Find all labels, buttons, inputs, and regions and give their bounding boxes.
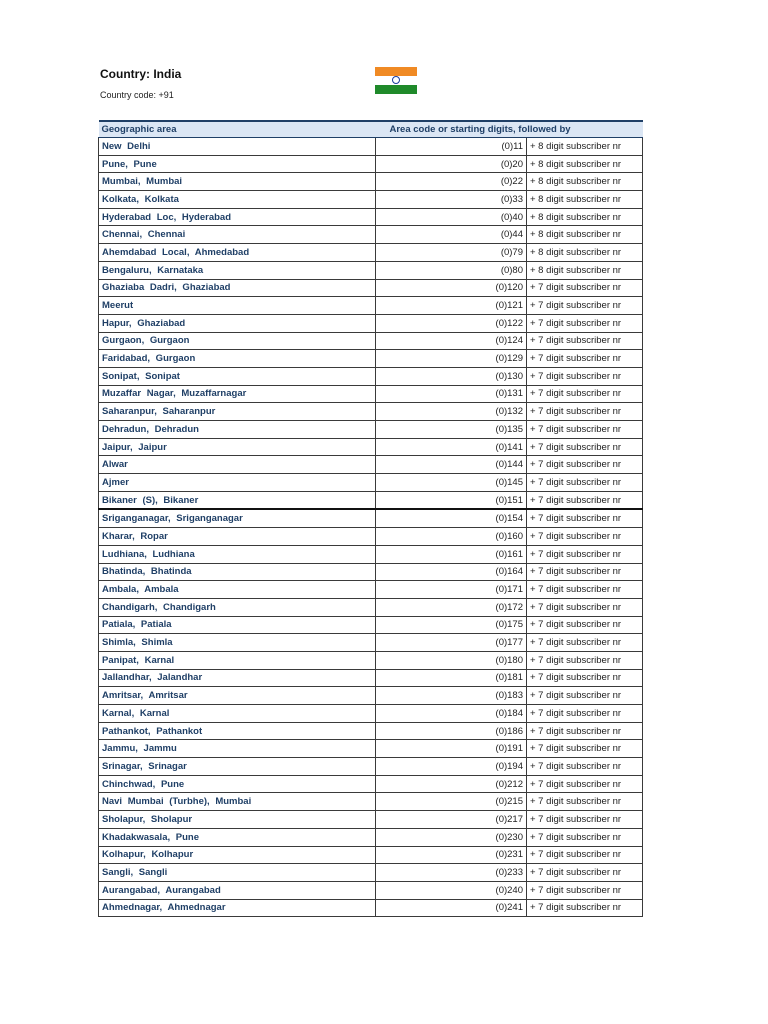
subscriber-digits-cell: + 7 digit subscriber nr: [527, 403, 643, 421]
subscriber-digits-cell: + 7 digit subscriber nr: [527, 634, 643, 652]
table-row: [99, 651, 643, 669]
subscriber-digits-cell: + 7 digit subscriber nr: [527, 740, 643, 758]
subscriber-digits-cell: + 7 digit subscriber nr: [527, 846, 643, 864]
subscriber-digits-cell: + 7 digit subscriber nr: [527, 881, 643, 899]
subscriber-digits-cell: + 7 digit subscriber nr: [527, 474, 643, 492]
table-row: [99, 669, 643, 687]
area-cell: Ahmednagar, Ahmednagar: [99, 899, 376, 917]
subscriber-digits-cell: + 8 digit subscriber nr: [527, 155, 643, 173]
subscriber-digits-cell: + 8 digit subscriber nr: [527, 173, 643, 191]
subscriber-digits-cell: + 7 digit subscriber nr: [527, 456, 643, 474]
area-cell: Jammu, Jammu: [99, 740, 376, 758]
table-row: [99, 261, 643, 279]
table-row: [99, 740, 643, 758]
area-cell: Chennai, Chennai: [99, 226, 376, 244]
area-cell: Pune, Pune: [99, 155, 376, 173]
table-row: [99, 279, 643, 297]
area-cell: Navi Mumbai (Turbhe), Mumbai: [99, 793, 376, 811]
table-row: [99, 687, 643, 705]
area-cell: Patiala, Patiala: [99, 616, 376, 634]
table-row: [99, 793, 643, 811]
subscriber-digits-cell: + 7 digit subscriber nr: [527, 528, 643, 546]
table-row: [99, 775, 643, 793]
subscriber-digits-cell: + 7 digit subscriber nr: [527, 775, 643, 793]
area-cell: Mumbai, Mumbai: [99, 173, 376, 191]
area-code-cell: (0)131: [376, 385, 527, 403]
area-cell: Gurgaon, Gurgaon: [99, 332, 376, 350]
area-code-cell: (0)121: [376, 297, 527, 315]
table-row: [99, 598, 643, 616]
area-code-cell: (0)40: [376, 208, 527, 226]
subscriber-digits-cell: + 7 digit subscriber nr: [527, 509, 643, 527]
subscriber-digits-cell: + 8 digit subscriber nr: [527, 191, 643, 209]
area-cell: Ahemdabad Local, Ahmedabad: [99, 244, 376, 262]
area-code-cell: (0)230: [376, 828, 527, 846]
area-cell: Bikaner (S), Bikaner: [99, 491, 376, 509]
area-code-cell: (0)132: [376, 403, 527, 421]
flag-green-band: [375, 85, 417, 94]
area-code-cell: (0)130: [376, 367, 527, 385]
subscriber-digits-cell: + 7 digit subscriber nr: [527, 581, 643, 599]
subscriber-digits-cell: + 7 digit subscriber nr: [527, 385, 643, 403]
area-cell: Kharar, Ropar: [99, 528, 376, 546]
area-code-cell: (0)79: [376, 244, 527, 262]
area-code-cell: (0)194: [376, 758, 527, 776]
area-cell: Jallandhar, Jalandhar: [99, 669, 376, 687]
subscriber-digits-cell: + 7 digit subscriber nr: [527, 793, 643, 811]
area-code-cell: (0)175: [376, 616, 527, 634]
table-row: [99, 421, 643, 439]
table-row: [99, 811, 643, 829]
area-cell: Ludhiana, Ludhiana: [99, 545, 376, 563]
subscriber-digits-cell: + 8 digit subscriber nr: [527, 208, 643, 226]
table-row: [99, 208, 643, 226]
subscriber-digits-cell: + 7 digit subscriber nr: [527, 828, 643, 846]
area-code-cell: (0)212: [376, 775, 527, 793]
table-row: [99, 367, 643, 385]
area-code-table: [98, 120, 643, 917]
area-code-cell: (0)181: [376, 669, 527, 687]
subscriber-digits-cell: + 8 digit subscriber nr: [527, 244, 643, 262]
area-code-cell: (0)33: [376, 191, 527, 209]
table-row: [99, 491, 643, 509]
area-code-cell: (0)172: [376, 598, 527, 616]
flag-white-band: [375, 76, 417, 85]
table-row: [99, 438, 643, 456]
table-row: [99, 545, 643, 563]
area-cell: Meerut: [99, 297, 376, 315]
subscriber-digits-cell: + 7 digit subscriber nr: [527, 598, 643, 616]
table-row: [99, 332, 643, 350]
area-cell: Ambala, Ambala: [99, 581, 376, 599]
table-row: [99, 350, 643, 368]
subscriber-digits-cell: + 7 digit subscriber nr: [527, 367, 643, 385]
area-code-cell: (0)151: [376, 491, 527, 509]
india-flag-icon: [375, 67, 417, 94]
subscriber-digits-cell: + 7 digit subscriber nr: [527, 297, 643, 315]
area-code-cell: (0)44: [376, 226, 527, 244]
subscriber-digits-cell: + 7 digit subscriber nr: [527, 687, 643, 705]
subscriber-digits-cell: + 7 digit subscriber nr: [527, 350, 643, 368]
table-row: [99, 191, 643, 209]
area-code-cell: (0)135: [376, 421, 527, 439]
table-row: [99, 509, 643, 527]
subscriber-digits-cell: + 7 digit subscriber nr: [527, 651, 643, 669]
subscriber-digits-cell: + 7 digit subscriber nr: [527, 563, 643, 581]
area-code-cell: (0)80: [376, 261, 527, 279]
subscriber-digits-cell: + 7 digit subscriber nr: [527, 438, 643, 456]
table-header-row: [99, 121, 643, 138]
subscriber-digits-cell: + 7 digit subscriber nr: [527, 722, 643, 740]
table-row: [99, 616, 643, 634]
area-cell: Muzaffar Nagar, Muzaffarnagar: [99, 385, 376, 403]
subscriber-digits-cell: + 7 digit subscriber nr: [527, 811, 643, 829]
area-cell: Aurangabad, Aurangabad: [99, 881, 376, 899]
area-code-cell: (0)160: [376, 528, 527, 546]
subscriber-digits-cell: + 7 digit subscriber nr: [527, 314, 643, 332]
area-code-cell: (0)171: [376, 581, 527, 599]
area-cell: Chandigarh, Chandigarh: [99, 598, 376, 616]
subscriber-digits-cell: + 7 digit subscriber nr: [527, 669, 643, 687]
subscriber-digits-cell: + 7 digit subscriber nr: [527, 899, 643, 917]
column-header-code: Area code or starting digits, followed by: [376, 121, 643, 138]
subscriber-digits-cell: + 7 digit subscriber nr: [527, 279, 643, 297]
area-cell: Sholapur, Sholapur: [99, 811, 376, 829]
area-code-cell: (0)180: [376, 651, 527, 669]
area-code-cell: (0)129: [376, 350, 527, 368]
area-cell: Hyderabad Loc, Hyderabad: [99, 208, 376, 226]
table-row: [99, 846, 643, 864]
area-cell: Ajmer: [99, 474, 376, 492]
area-code-cell: (0)217: [376, 811, 527, 829]
table-row: [99, 226, 643, 244]
table-row: [99, 864, 643, 882]
area-cell: Amritsar, Amritsar: [99, 687, 376, 705]
area-cell: Alwar: [99, 456, 376, 474]
area-code-cell: (0)154: [376, 509, 527, 527]
area-cell: Shimla, Shimla: [99, 634, 376, 652]
table-row: [99, 899, 643, 917]
subscriber-digits-cell: + 7 digit subscriber nr: [527, 491, 643, 509]
table-row: [99, 528, 643, 546]
area-code-cell: (0)11: [376, 138, 527, 156]
area-cell: Khadakwasala, Pune: [99, 828, 376, 846]
area-cell: Faridabad, Gurgaon: [99, 350, 376, 368]
table-row: [99, 403, 643, 421]
subscriber-digits-cell: + 7 digit subscriber nr: [527, 864, 643, 882]
area-code-cell: (0)177: [376, 634, 527, 652]
area-cell: Hapur, Ghaziabad: [99, 314, 376, 332]
flag-saffron-band: [375, 67, 417, 76]
table-row: [99, 155, 643, 173]
area-code-cell: (0)141: [376, 438, 527, 456]
area-code-cell: (0)231: [376, 846, 527, 864]
area-code-cell: (0)124: [376, 332, 527, 350]
page-title: Country: India: [100, 67, 182, 81]
area-code-cell: (0)144: [376, 456, 527, 474]
table-row: [99, 385, 643, 403]
area-code-cell: (0)164: [376, 563, 527, 581]
table-row: [99, 881, 643, 899]
area-code-cell: (0)240: [376, 881, 527, 899]
subscriber-digits-cell: + 8 digit subscriber nr: [527, 261, 643, 279]
area-cell: Karnal, Karnal: [99, 705, 376, 723]
subscriber-digits-cell: + 7 digit subscriber nr: [527, 545, 643, 563]
subscriber-digits-cell: + 7 digit subscriber nr: [527, 332, 643, 350]
table-row: [99, 758, 643, 776]
table-row: [99, 828, 643, 846]
subscriber-digits-cell: + 7 digit subscriber nr: [527, 421, 643, 439]
table-row: [99, 705, 643, 723]
table-row: [99, 722, 643, 740]
area-cell: Sangli, Sangli: [99, 864, 376, 882]
area-code-cell: (0)186: [376, 722, 527, 740]
table-row: [99, 297, 643, 315]
area-code-cell: (0)145: [376, 474, 527, 492]
subscriber-digits-cell: + 8 digit subscriber nr: [527, 138, 643, 156]
area-cell: Jaipur, Jaipur: [99, 438, 376, 456]
area-code-cell: (0)120: [376, 279, 527, 297]
subscriber-digits-cell: + 7 digit subscriber nr: [527, 616, 643, 634]
area-cell: Sriganganagar, Sriganganagar: [99, 509, 376, 527]
subscriber-digits-cell: + 7 digit subscriber nr: [527, 705, 643, 723]
area-code-cell: (0)241: [376, 899, 527, 917]
area-code-cell: (0)122: [376, 314, 527, 332]
area-cell: New Delhi: [99, 138, 376, 156]
area-cell: Bengaluru, Karnataka: [99, 261, 376, 279]
table-row: [99, 314, 643, 332]
area-cell: Pathankot, Pathankot: [99, 722, 376, 740]
area-cell: Srinagar, Srinagar: [99, 758, 376, 776]
table-row: [99, 581, 643, 599]
area-cell: Ghaziaba Dadri, Ghaziabad: [99, 279, 376, 297]
area-cell: Chinchwad, Pune: [99, 775, 376, 793]
ashoka-chakra-icon: [392, 76, 400, 84]
area-cell: Sonipat, Sonipat: [99, 367, 376, 385]
column-header-area: Geographic area: [99, 121, 376, 138]
area-cell: Kolkata, Kolkata: [99, 191, 376, 209]
area-cell: Kolhapur, Kolhapur: [99, 846, 376, 864]
area-cell: Bhatinda, Bhatinda: [99, 563, 376, 581]
area-code-cell: (0)233: [376, 864, 527, 882]
table-row: [99, 138, 643, 156]
table-row: [99, 173, 643, 191]
subscriber-digits-cell: + 7 digit subscriber nr: [527, 758, 643, 776]
table-row: [99, 244, 643, 262]
area-code-cell: (0)184: [376, 705, 527, 723]
table-row: [99, 474, 643, 492]
table-row: [99, 456, 643, 474]
table-row: [99, 634, 643, 652]
area-cell: Saharanpur, Saharanpur: [99, 403, 376, 421]
area-cell: Dehradun, Dehradun: [99, 421, 376, 439]
table-row: [99, 563, 643, 581]
area-code-cell: (0)183: [376, 687, 527, 705]
area-code-cell: (0)20: [376, 155, 527, 173]
area-code-cell: (0)215: [376, 793, 527, 811]
area-code-cell: (0)22: [376, 173, 527, 191]
area-cell: Panipat, Karnal: [99, 651, 376, 669]
subscriber-digits-cell: + 8 digit subscriber nr: [527, 226, 643, 244]
area-code-cell: (0)161: [376, 545, 527, 563]
area-code-cell: (0)191: [376, 740, 527, 758]
country-code-label: Country code: +91: [100, 90, 174, 100]
